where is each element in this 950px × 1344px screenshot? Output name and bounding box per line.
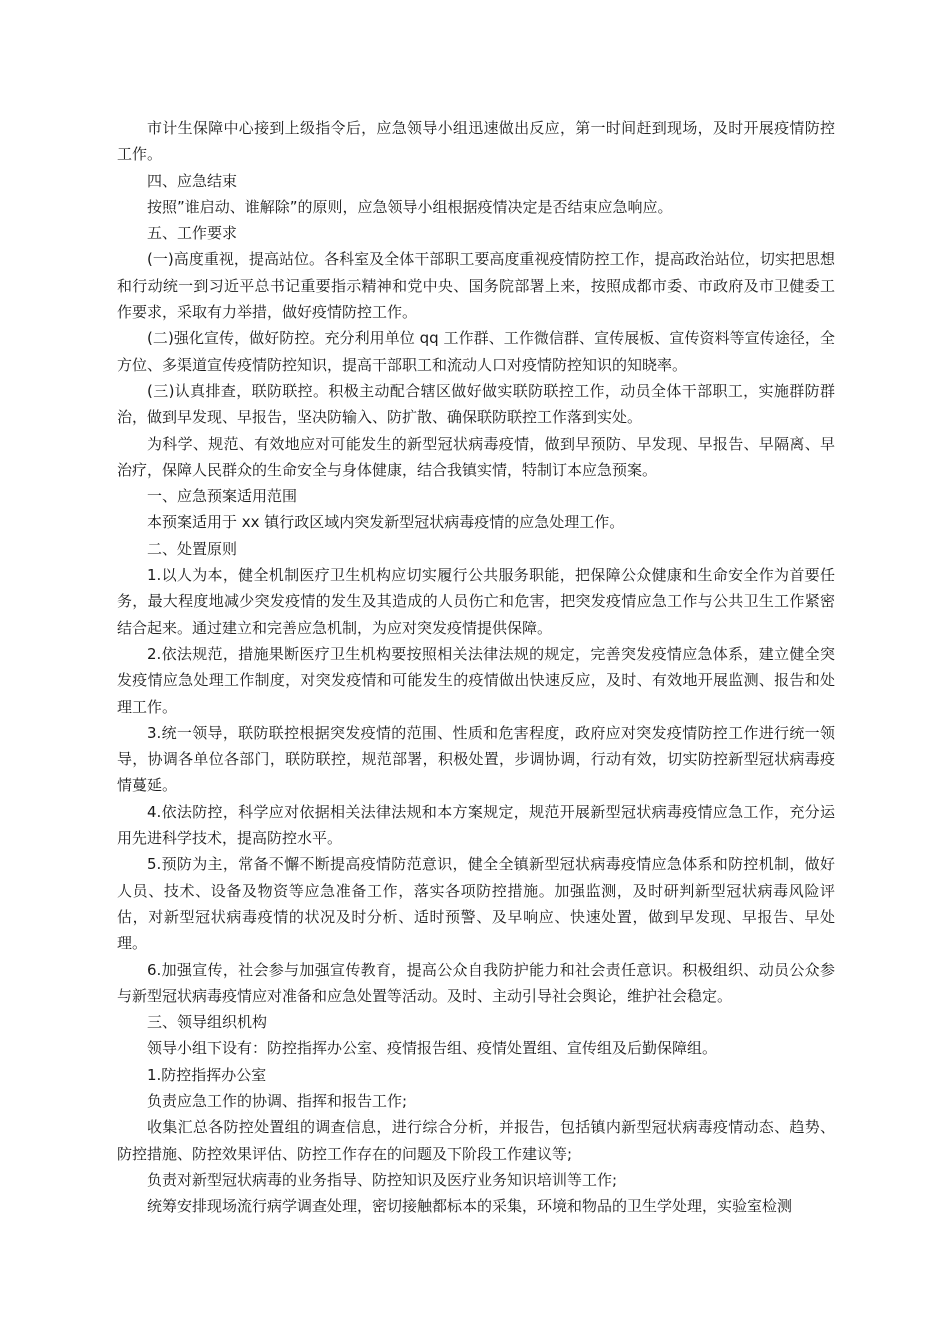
paragraph: 4.依法防控，科学应对依据相关法律法规和本方案规定，规范开展新型冠状病毒疫情应急工作，充分运用先进科学技术，提高防控水平。 — [117, 802, 835, 848]
section-heading: 五、工作要求 — [147, 224, 238, 243]
paragraph: 负责应急工作的协调、指挥和报告工作; — [147, 1091, 408, 1110]
paragraph: 领导小组下设有：防控指挥办公室、疫情报告组、疫情处置组、宣传组及后勤保障组。 — [147, 1039, 718, 1058]
paragraph: (二)强化宣传，做好防控。充分利用单位 qq 工作群、工作微信群、宣传展板、宣传资料等宣传途径，全方位、多渠道宣传疫情防控知识，提高干部职工和流动人口对疫情防控知识的知晓率。 — [117, 329, 835, 374]
paragraph: 负责对新型冠状病毒的业务指导、防控知识及医疗业务知识培训等工作; — [147, 1170, 618, 1189]
paragraph: 5.预防为主，常备不懈不断提高疫情防范意识，健全全镇新型冠状病毒疫情应急体系和防控机制，做好人员、技术、设备及物资等应急准备工作，落实各项防控措施。加强监测，及时研判新型冠状病毒风险评估，对新型冠状病毒疫情的状况及时分析、适时预警、及早响应、快速处置，做到早发现、早报告、早处理。 — [117, 855, 835, 953]
paragraph: 本预案适用于 xx 镇行政区域内突发新型冠状病毒疫情的应急处理工作。 — [147, 513, 625, 532]
section-heading: 二、处置原则 — [147, 539, 238, 558]
paragraph: 为科学、规范、有效地应对可能发生的新型冠状病毒疫情，做到早预防、早发现、早报告、早隔离、早治疗，保障人民群众的生命安全与身体健康，结合我镇实情，特制订本应急预案。 — [117, 434, 835, 479]
paragraph: (一)高度重视，提高站位。各科室及全体干部职工要高度重视疫情防控工作，提高政治站位，切实把思想和行动统一到习近平总书记重要指示精神和党中央、国务院部署上来，按照成都市委、市政府及市卫健委工作要求，采取有力举措，做好疫情防控工作。 — [117, 250, 835, 322]
paragraph: 3.统一领导，联防联控根据突发疫情的范围、性质和危害程度，政府应对突发疫情防控工作进行统一领导，协调各单位各部门，联防联控，规范部署，积极处置，步调协调，行动有效，切实防控新型冠状病毒疫情蔓延。 — [117, 723, 835, 795]
paragraph: 统筹安排现场流行病学调查处理，密切接触都标本的采集，环境和物品的卫生学处理，实验室检测 — [147, 1197, 793, 1216]
paragraph: 按照”谁启动、谁解除”的原则，应急领导小组根据疫情决定是否结束应急响应。 — [147, 197, 673, 216]
paragraph: 2.依法规范，措施果断医疗卫生机构要按照相关法律法规的规定，完善突发疫情应急体系，建立健全突发疫情应急处理工作制度，对突发疫情和可能发生的疫情做出快速反应，及时、有效地开展监测、报告和处理工作。 — [117, 644, 835, 716]
paragraph: 1.以人为本，健全机制医疗卫生机构应切实履行公共服务职能，把保障公众健康和生命安全作为首要任务，最大程度地减少突发疫情的发生及其造成的人员伤亡和危害，把突发疫情应急工作与公共卫生工作紧密结合起来。通过建立和完善应急机制，为应对突发疫情提供保障。 — [117, 566, 835, 637]
section-heading: 一、应急预案适用范围 — [147, 487, 298, 506]
paragraph: 市计生保障中心接到上级指令后，应急领导小组迅速做出反应，第一时间赶到现场，及时开展疫情防控工作。 — [117, 119, 835, 164]
subsection-heading: 1.防控指挥办公室 — [147, 1065, 267, 1084]
section-heading: 三、领导组织机构 — [147, 1013, 268, 1032]
paragraph: 6.加强宣传，社会参与加强宣传教育，提高公众自我防护能力和社会责任意识。积极组织、动员公众参与新型冠状病毒疫情应对准备和应急处置等活动。及时、主动引导社会舆论，维护社会稳定。 — [117, 960, 835, 1005]
document-body — [117, 115, 835, 1219]
paragraph: (三)认真排查，联防联控。积极主动配合辖区做好做实联防联控工作，动员全体干部职工，实施群防群治，做到早发现、早报告，坚决防输入、防扩散、确保联防联控工作落到实处。 — [117, 381, 835, 427]
paragraph: 收集汇总各防控处置组的调查信息，进行综合分析，并报告，包括镇内新型冠状病毒疫情动态、趋势、防控措施、防控效果评估、防控工作存在的问题及下阶段工作建议等; — [117, 1118, 835, 1163]
section-heading: 四、应急结束 — [147, 171, 238, 190]
